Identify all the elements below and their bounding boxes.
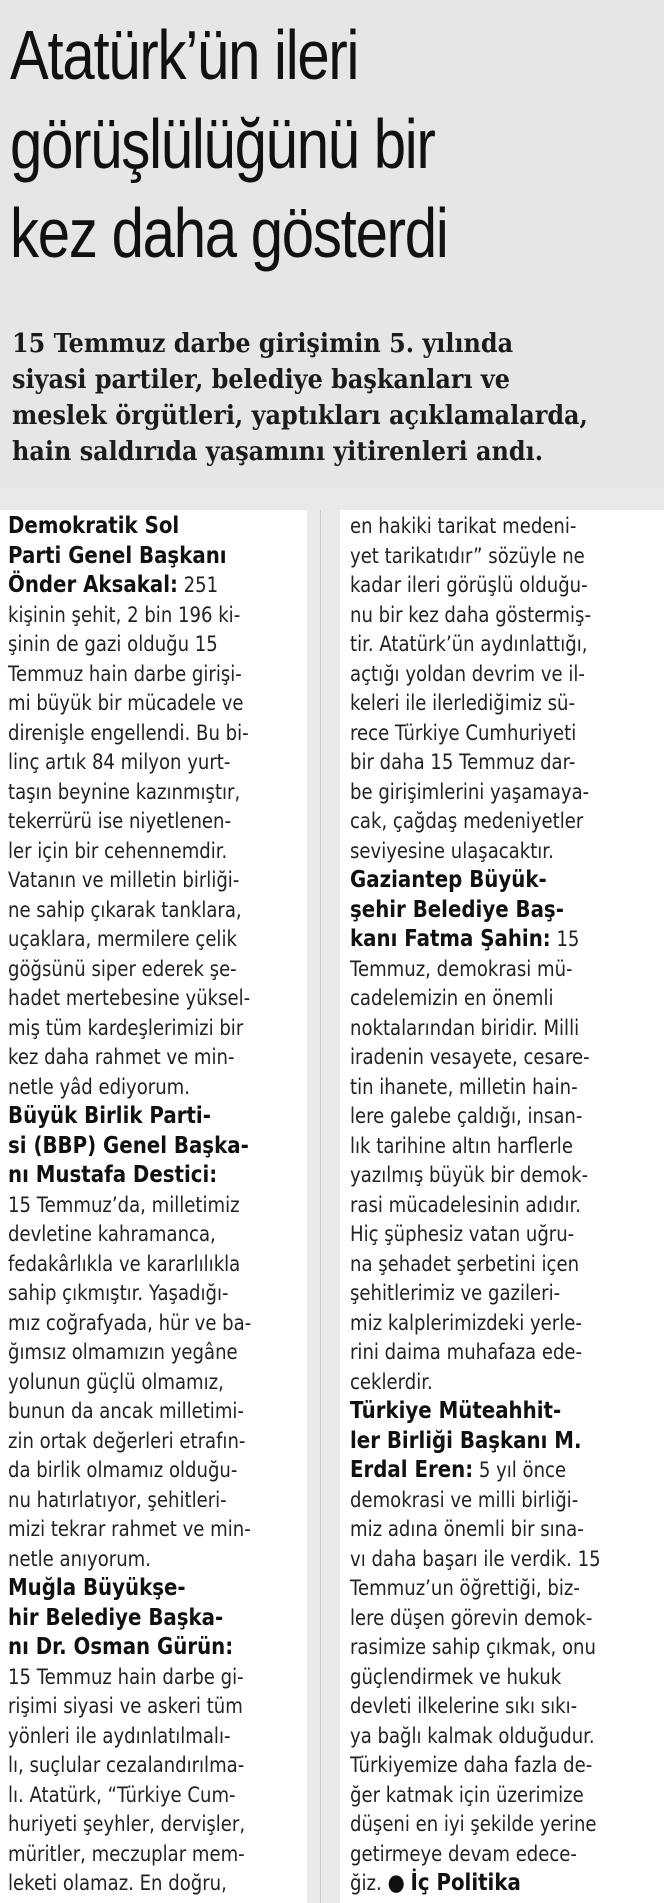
text-line: Vatanın ve milletin birliği- [8, 868, 240, 892]
text-fragment: 251 [177, 573, 219, 597]
text-line: bunun da ancak milletimi- [8, 1399, 244, 1423]
text-line: zin ortak değerleri etrafın- [8, 1428, 246, 1453]
text-line [350, 1456, 618, 1486]
right-column-text [350, 512, 662, 1899]
section-heading: nı Mustafa Destici: [8, 1162, 218, 1188]
headline-block [0, 0, 664, 488]
lead-line: meslek örgütleri, yaptıkları açıklamalarda, [12, 401, 588, 431]
text-line: na şehadet şerbetini içen [350, 1251, 580, 1276]
headline-line-1: Atatürk’ün ileri [10, 16, 359, 94]
text-line: yönleri ile aydınlatılmalı- [8, 1723, 231, 1748]
text-line: uçaklara, mermilere çelik [8, 927, 237, 951]
column-divider [320, 510, 321, 1903]
section-heading: Demokratik Sol [8, 513, 180, 539]
text-line: güçlendirmek ve hukuk [350, 1664, 562, 1689]
text-line: rasi mücadelesinin adıdır. [350, 1192, 582, 1217]
lead-line: hain saldırıda yaşamını yitirenleri andı. [12, 437, 544, 467]
text-line: miz adına önemli bir sına- [350, 1517, 584, 1541]
text-line: seviyesine ulaşacaktır. [350, 838, 554, 863]
text-line: yolunun güçlü olmamız, [8, 1369, 224, 1394]
text-line: iradenin vesayete, cesare- [350, 1045, 590, 1069]
text-line: rece Türkiye Cumhuriyeti [350, 720, 577, 745]
text-line: tin ihanete, milletin hain- [350, 1074, 578, 1099]
text-line: Temmuz’un öğrettiği, biz- [350, 1576, 580, 1600]
text-line: be girişimlerini yaşamaya- [350, 779, 590, 804]
text-line: devleti ilkelerine sıkı sıkı- [350, 1694, 578, 1718]
text-line: linç artık 84 milyon yurt- [8, 750, 231, 774]
text-line: vı daha başarı ile verdik. 15 [350, 1546, 601, 1571]
text-line: tekerrürü ise niyetlenen- [8, 809, 231, 833]
text-line [8, 571, 266, 601]
section-heading: Muğla Büyükşe- [8, 1575, 186, 1601]
text-line: en hakiki tarikat medeni- [350, 514, 577, 538]
text-line: nu bir kez daha göstermiş- [350, 602, 591, 627]
text-line: ğer katmak için üzerimize [350, 1782, 584, 1807]
text-line: netle anıyorum. [8, 1546, 151, 1571]
text-line: Temmuz hain darbe girişi- [8, 661, 242, 686]
text-line: nu hatırlatıyor, şehitleri- [8, 1487, 227, 1512]
text-line: açtığı yoldan devrim ve il- [350, 661, 585, 686]
lead-line: 15 Temmuz darbe girişimin 5. yılında [12, 329, 514, 359]
text-line: mız coğrafyada, hür ve ba- [8, 1310, 252, 1335]
bullet-icon: ● [387, 1870, 405, 1896]
text-line: noktalarından biridir. Milli [350, 1015, 580, 1040]
text-line: ya bağlı kalmak olduğudur. [350, 1723, 595, 1748]
text-line: yazılmış büyük bir demok- [350, 1163, 589, 1187]
text-fragment: ğiz. [350, 1871, 382, 1895]
section-heading: nı Dr. Osman Gürün: [8, 1634, 234, 1660]
text-line: şehitlerimiz ve gazileri- [350, 1281, 561, 1305]
text-line: sahip çıkmıştır. Yaşadığı- [8, 1281, 229, 1305]
section-heading: Türkiye Müteahhit- [350, 1398, 562, 1424]
text-line: rişimi siyasi ve askeri tüm [8, 1694, 243, 1718]
section-heading: Önder Aksakal: [8, 572, 178, 598]
section-heading: Parti Genel Başkanı [8, 542, 227, 569]
text-line: cak, çağdaş medeniyetler [350, 809, 584, 833]
left-column-text [8, 512, 308, 1899]
text-line: mi büyük bir mücadele ve [8, 691, 244, 715]
text-line: ğımsız olmamızın yegâne [8, 1340, 238, 1364]
text-line: kişinin şehit, 2 bin 196 ki- [8, 602, 241, 627]
section-heading: hir Belediye Başka- [8, 1604, 224, 1631]
headline-line-3: kez daha gösterdi [10, 194, 448, 272]
text-line: leketi olamaz. En doğru, [8, 1871, 227, 1895]
text-line: lı, suçlular cezalandırılma- [8, 1753, 245, 1777]
section-heading: Gaziantep Büyük- [350, 867, 547, 893]
text-line: da birlik olmamız olduğu- [8, 1458, 238, 1482]
text-line: getirmeye devam edece- [350, 1841, 577, 1866]
text-line: taşın beynine kazınmıştır, [8, 779, 241, 804]
text-line: göğsünü siper ederek şe- [8, 956, 237, 981]
text-line: 15 Temmuz’da, milletimiz [8, 1192, 240, 1217]
text-line: huriyeti şeyhler, dervişler, [8, 1812, 246, 1836]
section-heading: si (BBP) Genel Başka- [8, 1132, 249, 1159]
section-heading: ler Birliği Başkanı M. [350, 1427, 582, 1454]
text-line: bir daha 15 Temmuz dar- [350, 750, 576, 774]
text-line: direnişle engellendi. Bu bi- [8, 720, 249, 745]
text-line: lere düşen görevin demok- [350, 1605, 593, 1630]
section-heading: şehir Belediye Baş- [350, 896, 564, 923]
text-line: Hiç şüphesiz vatan uğru- [350, 1222, 575, 1246]
text-line: lı. Atatürk, “Türkiye Cum- [8, 1782, 236, 1807]
headline-line-2: görüşlülüğünü bir [10, 105, 435, 183]
byline-signature: İç Politika [410, 1870, 521, 1896]
text-line: şinin de gazi olduğu 15 [8, 632, 218, 656]
text-line: rasimize sahip çıkmak, onu [350, 1635, 596, 1659]
text-line: ne sahip çıkarak tanklara, [8, 897, 242, 922]
text-line: Türkiyemize daha fazla de- [350, 1753, 593, 1777]
text-line: netle yâd ediyorum. [8, 1074, 191, 1099]
text-line: fedakârlıkla ve kararlılıkla [8, 1251, 241, 1276]
text-line: tir. Atatürk’ün aydınlattığı, [350, 632, 588, 656]
text-line: ceklerdir. [350, 1369, 433, 1394]
text-line: hadet mertebesine yüksel- [8, 986, 251, 1010]
text-line: demokrasi ve milli birliği- [350, 1487, 579, 1512]
text-line: ler için bir cehennemdir. [8, 838, 228, 863]
text-line: keleri ile ilerlediğimiz sü- [350, 691, 575, 715]
text-line: miş tüm kardeşlerimizi bir [8, 1015, 244, 1040]
text-line: müritler, meczuplar mem- [8, 1841, 245, 1866]
text-line: lere galebe çaldığı, insan- [350, 1104, 583, 1128]
section-heading: Büyük Birlik Parti- [8, 1103, 211, 1129]
text-fragment: 15 [550, 927, 580, 951]
text-line: Temmuz, demokrasi mü- [350, 956, 573, 981]
text-line: rini daima muhafaza ede- [350, 1340, 583, 1364]
lead-line: siyasi partiler, belediye başkanları ve [12, 365, 511, 395]
text-line [350, 925, 618, 955]
text-line: düşeni en iyi şekilde yerine [350, 1812, 597, 1836]
text-line: lık tarihine altın harflerle [350, 1133, 573, 1158]
text-line: cadelemizin en önemli [350, 986, 554, 1010]
text-line: mizi tekrar rahmet ve min- [8, 1517, 251, 1541]
section-heading: Erdal Eren: [350, 1457, 474, 1483]
text-line: 15 Temmuz hain darbe gi- [8, 1664, 244, 1689]
section-heading: kanı Fatma Şahin: [350, 926, 551, 952]
byline-line [350, 1869, 618, 1899]
lead-paragraph [12, 326, 662, 470]
text-fragment: 5 yıl önce [473, 1458, 567, 1482]
text-line: kadar ileri görüşlü olduğu- [350, 573, 588, 597]
text-line: kez daha rahmet ve min- [8, 1045, 235, 1069]
text-line: yet tarikatıdır” sözüyle ne [350, 543, 585, 568]
text-line: miz kalplerimizdeki yerle- [350, 1310, 582, 1335]
text-line: devletine kahramanca, [8, 1222, 216, 1246]
